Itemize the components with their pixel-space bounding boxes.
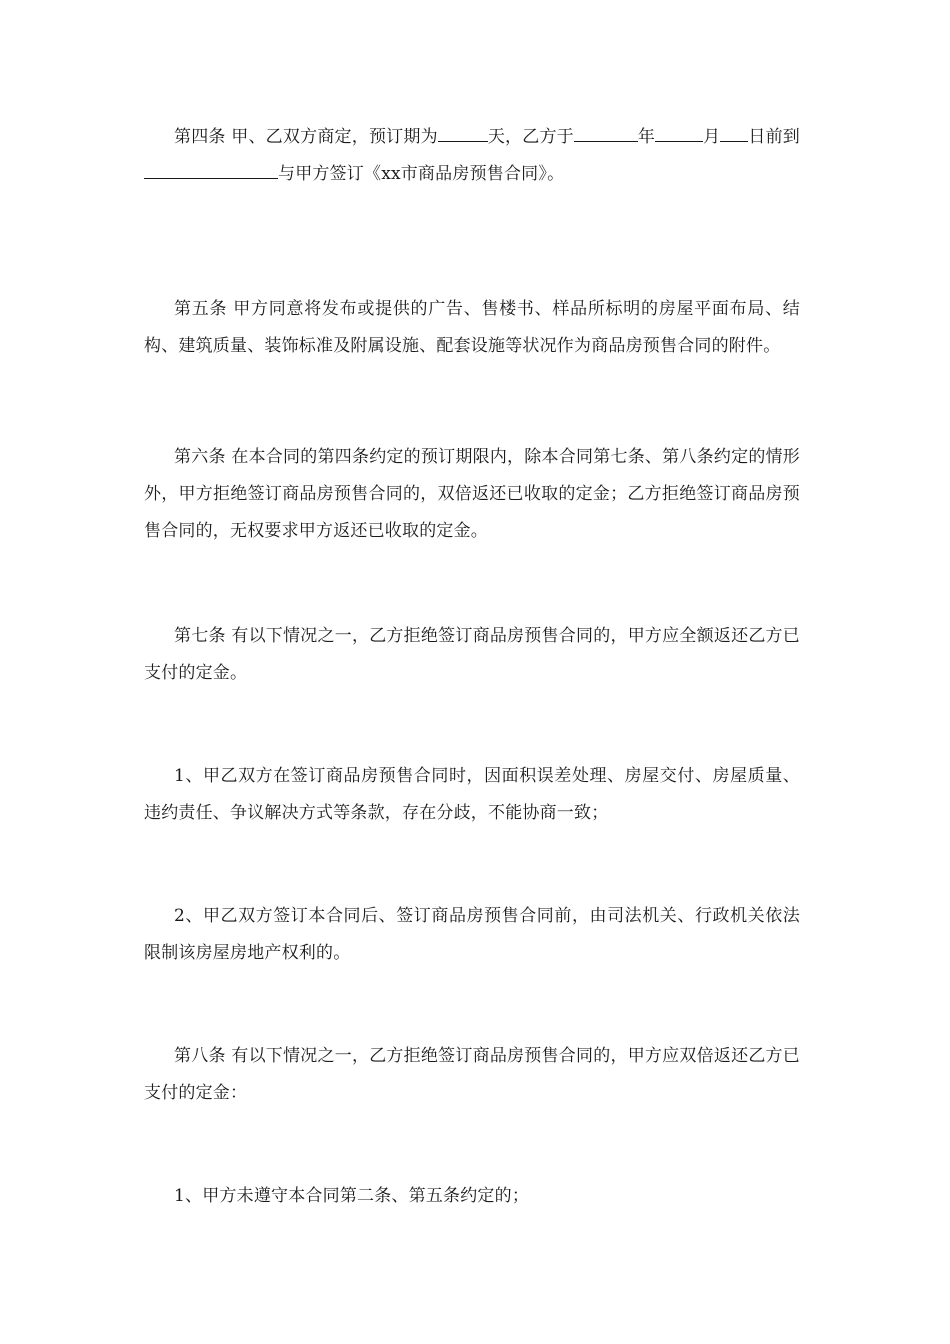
article-4-text-5: 日前到 <box>748 127 800 147</box>
article-7-item-2: 2、甲乙双方签订本合同后、签订商品房预售合同前，由司法机关、行政机关依法限制该房屋房地产权利的。 <box>144 906 800 963</box>
blank-location <box>144 160 278 179</box>
article-5: 第五条 甲方同意将发布或提供的广告、售楼书、样品所标明的房屋平面布局、结构、建筑质量、装饰标准及附属设施、配套设施等状况作为商品房预售合同的附件。 <box>144 299 800 356</box>
article-4-text-4: 月 <box>703 127 721 147</box>
article-4-text-2: 天，乙方于 <box>487 127 574 147</box>
article-7: 第七条 有以下情况之一，乙方拒绝签订商品房预售合同的，甲方应全额返还乙方已支付的定金。 <box>144 626 800 683</box>
article-8: 第八条 有以下情况之一，乙方拒绝签订商品房预售合同的，甲方应双倍返还乙方已支付的定金： <box>144 1046 800 1103</box>
article-6: 第六条 在本合同的第四条约定的预订期限内，除本合同第七条、第八条约定的情形外，甲方拒绝签订商品房预售合同的，双倍返还已收取的定金；乙方拒绝签订商品房预售合同的，无权要求甲方返还已收取的定金。 <box>144 447 800 541</box>
article-4-text-1: 第四条 甲、乙双方商定，预订期为 <box>174 127 438 147</box>
article-8-item-1: 1、甲方未遵守本合同第二条、第五条约定的； <box>174 1186 530 1206</box>
blank-day <box>720 123 748 142</box>
article-7-item-1: 1、甲乙双方在签订商品房预售合同时，因面积误差处理、房屋交付、房屋质量、违约责任、争议解决方式等条款，存在分歧，不能协商一致； <box>144 766 800 823</box>
article-4-text-3: 年 <box>637 127 656 147</box>
blank-days <box>438 123 488 142</box>
article-4-text-6: 与甲方签订《xx市商品房预售合同》。 <box>278 164 565 184</box>
blank-month <box>655 123 703 142</box>
blank-year <box>574 123 638 142</box>
article-4 <box>144 119 800 193</box>
